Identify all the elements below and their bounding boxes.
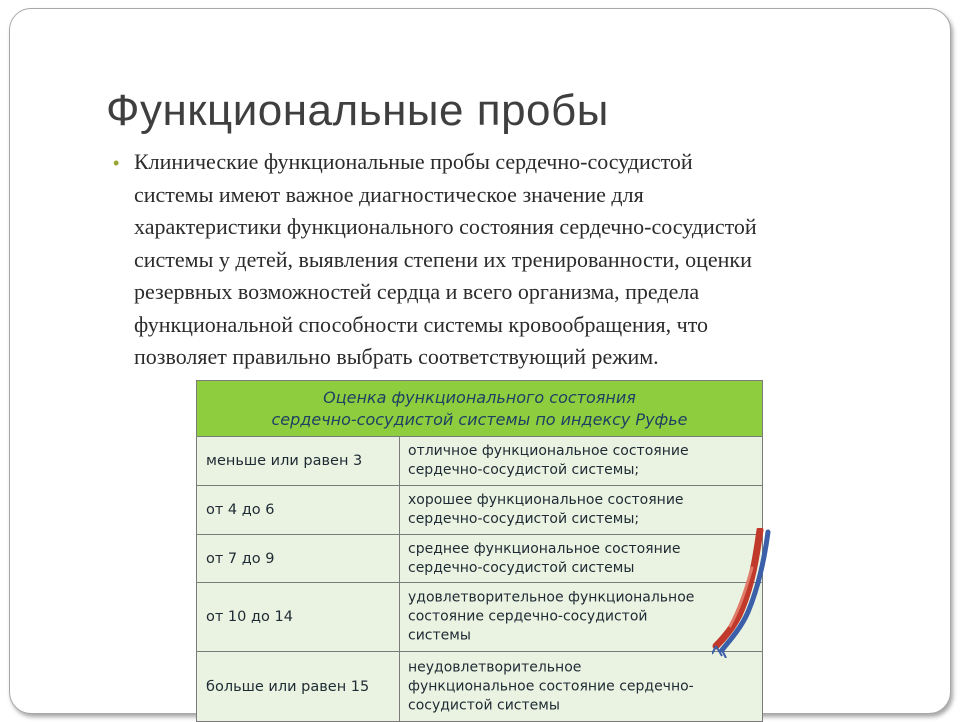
blood-vessel-illustration [712, 528, 772, 658]
table-row [197, 651, 762, 722]
assessment-line: функциональное состояние сердечно- [408, 678, 694, 695]
assessment-line: неудовлетворительное [408, 659, 582, 676]
assessment-cell [400, 583, 762, 651]
table-row [197, 582, 762, 651]
assessment-line: отличное функциональное состояние [408, 443, 689, 459]
assessment-line: сердечно-сосудистой системы [408, 559, 635, 576]
paragraph-line: системы у детей, выявления степени их тренированности, оценки [134, 246, 752, 272]
range-text: меньше или равен 3 [206, 453, 363, 469]
assessment-line: системы [408, 627, 471, 644]
range-cell [197, 535, 400, 582]
paragraph-line: функциональной способности системы кровообращения, что [134, 311, 709, 337]
assessment-cell [400, 437, 762, 485]
assessment-line: среднее функциональное состояние [408, 540, 681, 557]
range-cell [197, 652, 400, 722]
assessment-cell [400, 652, 762, 722]
assessment-line: сердечно-сосудистой системы; [408, 462, 640, 478]
paragraph-line: Клинические функциональные пробы сердечно-сосудистой [134, 149, 693, 174]
table-header-line: Оценка функционального состояния [323, 388, 636, 407]
range-cell [197, 437, 400, 485]
bullet-marker: • [113, 153, 120, 173]
paragraph-line: резервных возможностей сердца и всего организма, предела [134, 279, 700, 304]
paragraph-line: позволяет правильно выбрать соответствующий режим. [134, 344, 659, 369]
bullet-paragraph [134, 146, 894, 374]
assessment-line: сердечно-сосудистой системы; [408, 511, 640, 527]
assessment-line: сосудистой системы [408, 697, 560, 714]
assessment-line: хорошее функциональное состояние [408, 492, 684, 508]
table-row [197, 534, 762, 582]
table-header [197, 381, 762, 437]
assessment-cell [400, 486, 762, 534]
ruffier-index-table [196, 380, 763, 722]
range-text: от 10 до 14 [206, 609, 293, 625]
table-row [197, 436, 762, 485]
range-text: от 4 до 6 [206, 502, 275, 518]
paragraph-line: характеристики функционального состояния сердечно-сосудистой [134, 214, 757, 239]
slide-title: Функциональные пробы [106, 86, 609, 135]
assessment-line: удовлетворительное функциональное [408, 589, 695, 606]
range-cell [197, 583, 400, 651]
table-row [197, 485, 762, 534]
assessment-line: состояние сердечно-сосудистой [408, 608, 648, 625]
table-header-line: сердечно-сосудистой системы по индексу Руфье [271, 410, 688, 429]
assessment-cell [400, 535, 762, 582]
range-text: больше или равен 15 [206, 679, 370, 695]
paragraph-line: системы имеют важное диагностическое значение для [134, 181, 644, 207]
range-text: от 7 до 9 [206, 550, 275, 567]
range-cell [197, 486, 400, 534]
